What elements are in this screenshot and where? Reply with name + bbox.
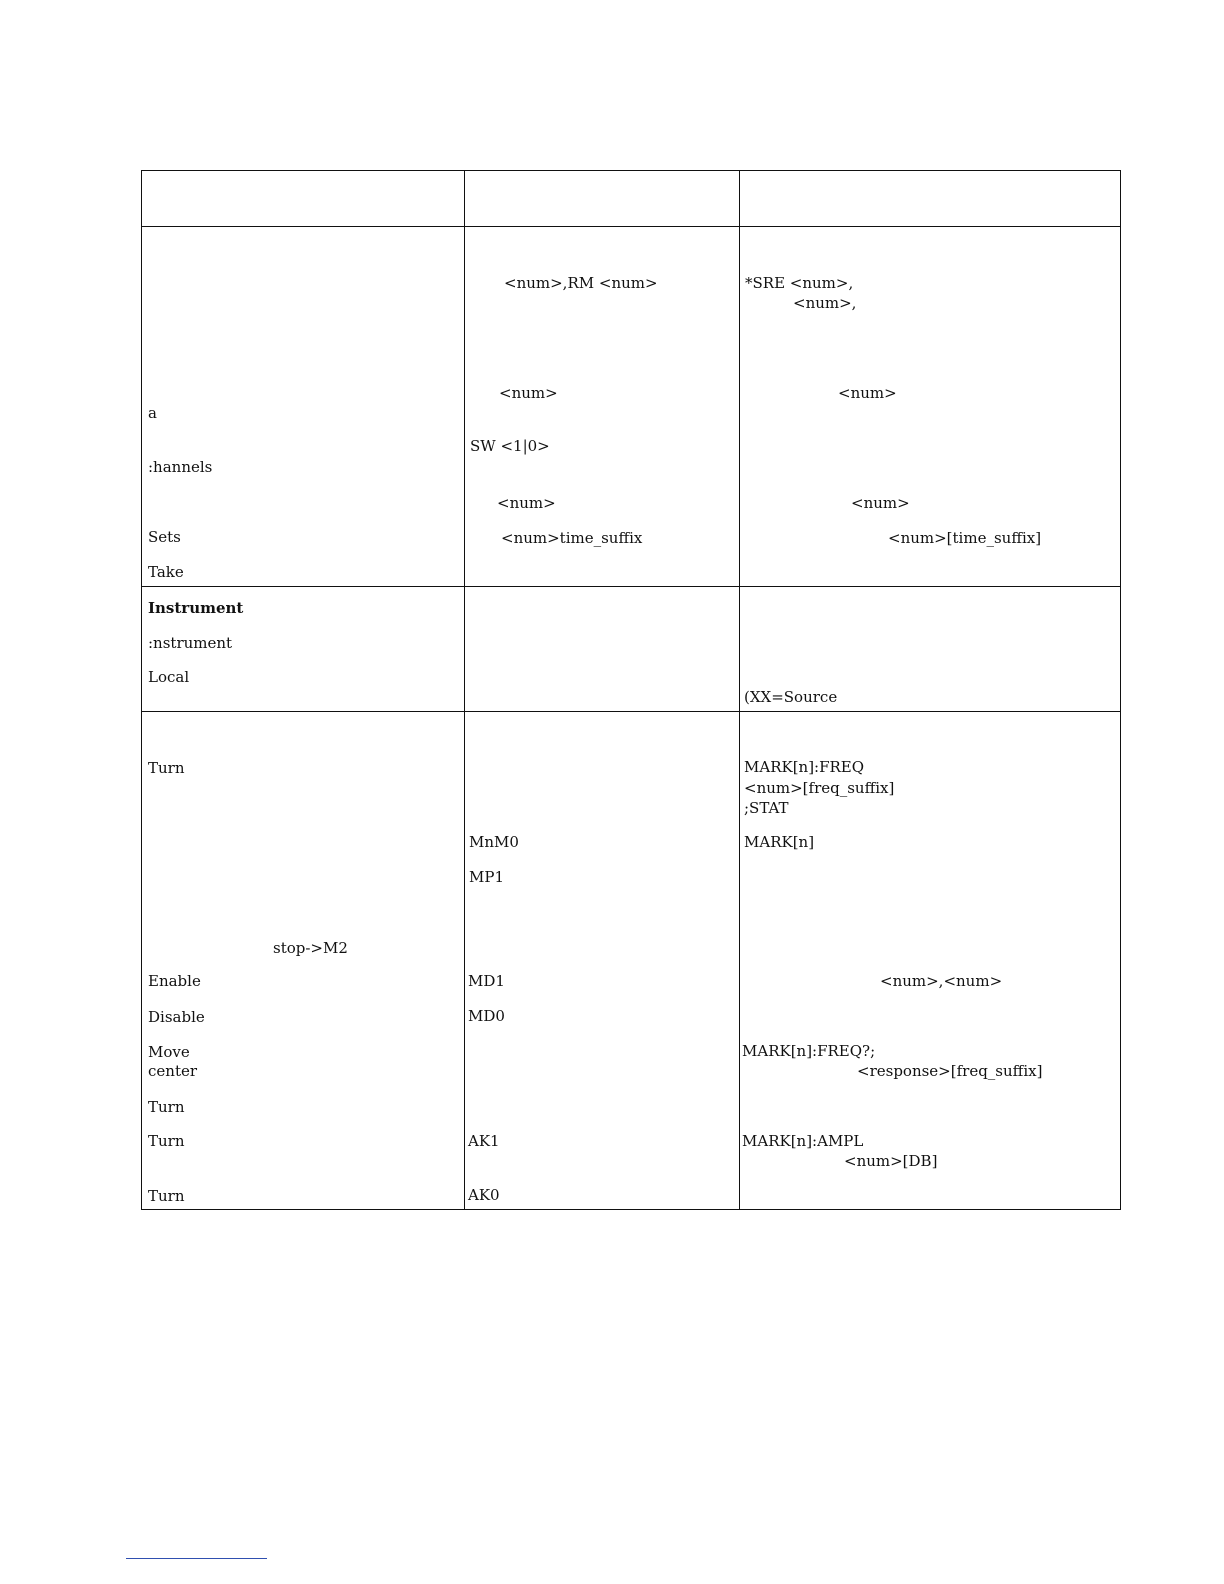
col2-text: <num> [497, 494, 556, 512]
col1-text: Turn [148, 1187, 185, 1205]
col2-text: MD0 [468, 1007, 505, 1025]
col3-text: (XX=Source [744, 688, 838, 706]
table-right-border [1120, 170, 1121, 1210]
col1-text: Turn [148, 759, 185, 777]
section-divider-2 [141, 711, 1121, 712]
column-divider-2 [739, 170, 740, 1210]
col3-text: <num>[freq_suffix] [744, 779, 895, 797]
col1-text: Turn [148, 1132, 185, 1150]
col3-text: <num>[time_suffix] [888, 529, 1042, 547]
col1-text: Sets [148, 528, 181, 546]
col2-text: <num>time_suffix [501, 529, 643, 547]
col1-text: Enable [148, 972, 201, 990]
col3-text: <num> [851, 494, 910, 512]
footer-rule [126, 1558, 267, 1559]
col1-text: center [148, 1062, 198, 1080]
col1-text: Move [148, 1043, 190, 1061]
col1-text-bold: Instrument [148, 599, 244, 617]
col3-text: <num>,<num> [880, 972, 1003, 990]
table-bottom-border [141, 1209, 1121, 1210]
col3-text: <num>[DB] [844, 1152, 938, 1170]
col1-text: stop->M2 [273, 939, 348, 957]
column-divider-1 [464, 170, 465, 1210]
col1-text: Local [148, 668, 190, 686]
col3-text: MARK[n] [744, 833, 815, 851]
table-left-border [141, 170, 142, 1210]
col1-text: a [148, 404, 157, 422]
section-divider-1 [141, 586, 1121, 587]
col3-text: *SRE <num>, [745, 274, 854, 292]
col3-text: ;STAT [744, 799, 789, 817]
col3-text: MARK[n]:FREQ?; [742, 1042, 876, 1060]
col3-text: MARK[n]:FREQ [744, 758, 865, 776]
col2-text: MP1 [469, 868, 504, 886]
col1-text: :nstrument [148, 634, 233, 652]
col1-text: Turn [148, 1098, 185, 1116]
table-top-border [141, 170, 1121, 171]
header-divider [141, 226, 1121, 227]
col2-text: <num> [499, 384, 558, 402]
col3-text: <num>, [793, 294, 857, 312]
col1-text: Disable [148, 1008, 205, 1026]
col2-text: <num>,RM <num> [504, 274, 658, 292]
col2-text: MnM0 [469, 833, 519, 851]
col1-text: :hannels [148, 458, 213, 476]
col2-text: SW <1|0> [470, 437, 550, 455]
col2-text: AK0 [468, 1186, 500, 1204]
col2-text: AK1 [468, 1132, 500, 1150]
col3-text: MARK[n]:AMPL [742, 1132, 864, 1150]
col1-text: Take [148, 563, 184, 581]
col2-text: MD1 [468, 972, 505, 990]
col3-text: <num> [838, 384, 897, 402]
col3-text: <response>[freq_suffix] [857, 1062, 1043, 1080]
